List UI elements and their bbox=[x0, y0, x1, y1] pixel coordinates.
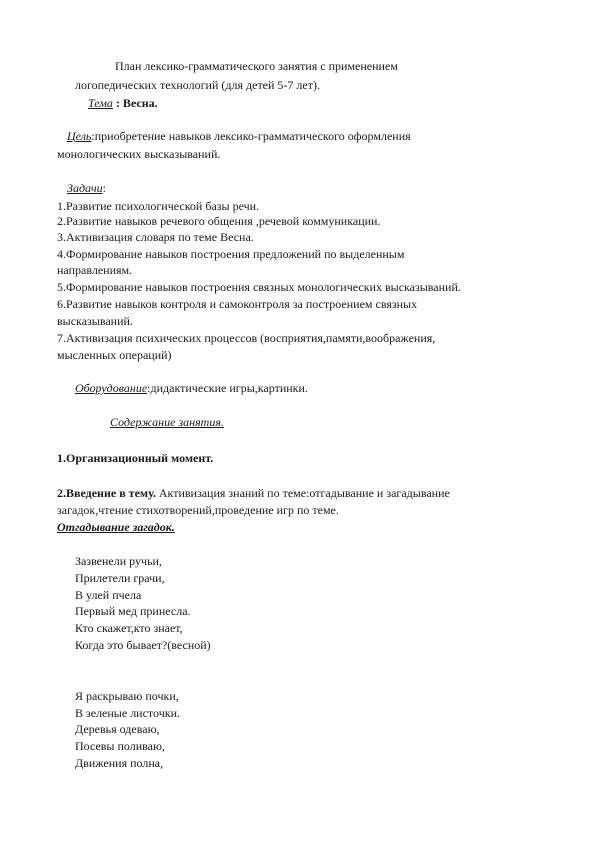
tasks-label: Задачи bbox=[67, 181, 103, 195]
section-2-heading: 2.Введение в тему. bbox=[57, 486, 156, 500]
task-line: 1.Развитие психологической базы речи. bbox=[57, 199, 260, 213]
task-line: 2.Развитие навыков речевого общения ,речевой коммуникации. bbox=[57, 214, 381, 228]
task-line: 7.Активизация психических процессов (восприятия,памяти,воображения, bbox=[57, 331, 436, 345]
riddles-heading: Отгадывание загадок. bbox=[57, 520, 175, 534]
riddle-2-line: В зеленые листочки. bbox=[75, 706, 180, 720]
riddle-1-line: Первый мед принесла. bbox=[75, 604, 191, 618]
tasks-heading bbox=[67, 181, 106, 195]
section-2-line-1 bbox=[57, 486, 450, 500]
equipment-text: :дидактические игры,картинки. bbox=[147, 381, 308, 395]
equipment-line bbox=[75, 381, 308, 395]
task-line: 6.Развитие навыков контроля и самоконтроля за построением связных bbox=[57, 297, 418, 311]
section-1-heading: 1.Организационный момент. bbox=[57, 451, 214, 465]
task-line: 5.Формирование навыков построения связных монологических высказываний. bbox=[57, 280, 461, 294]
title-line-1: План лексико-грамматического занятия с применением bbox=[115, 59, 398, 73]
riddle-2-line: Я раскрываю почки, bbox=[75, 689, 179, 703]
theme-value: : Весна. bbox=[112, 96, 158, 110]
task-line: направлениям. bbox=[57, 263, 133, 277]
riddle-1-line: В улей пчела bbox=[75, 588, 142, 602]
task-line: 4.Формирование навыков построения предложений по выделенным bbox=[57, 247, 405, 261]
tasks-colon: : bbox=[102, 181, 106, 195]
task-line: 3.Активизация словаря по теме Весна. bbox=[57, 230, 254, 244]
goal-line-2: монологических высказываний. bbox=[57, 147, 221, 161]
content-heading: Содержание занятия. bbox=[110, 415, 224, 429]
riddle-1-line: Когда это бывает?(весной) bbox=[75, 638, 211, 652]
riddle-2-line: Деревья одеваю, bbox=[75, 722, 160, 736]
riddle-1-line: Кто скажет,кто знает, bbox=[75, 621, 183, 635]
goal-line-1 bbox=[67, 129, 411, 143]
section-2-text: Активизация знаний по теме:отгадывание и загадывание bbox=[155, 486, 450, 500]
section-2-line-2: загадок,чтение стихотворений,проведение игр по теме. bbox=[57, 503, 339, 517]
task-line: высказываний. bbox=[57, 314, 133, 328]
riddle-1-line: Зазвенели ручьи, bbox=[75, 554, 162, 568]
riddle-2-line: Движения полна, bbox=[75, 756, 164, 770]
riddle-1-line: Прилетели грачи, bbox=[75, 571, 165, 585]
theme-line bbox=[88, 96, 158, 110]
riddle-2-line: Посевы поливаю, bbox=[75, 739, 165, 753]
goal-text-1: :приобретение навыков лексико-грамматического оформления bbox=[91, 129, 411, 143]
task-line: мысленных операций) bbox=[57, 348, 172, 362]
goal-label: Цель bbox=[67, 129, 92, 143]
title-line-2: логопедических технологий (для детей 5-7 лет). bbox=[75, 78, 320, 92]
theme-label: Тема bbox=[88, 96, 113, 110]
equipment-label: Оборудование bbox=[75, 381, 148, 395]
